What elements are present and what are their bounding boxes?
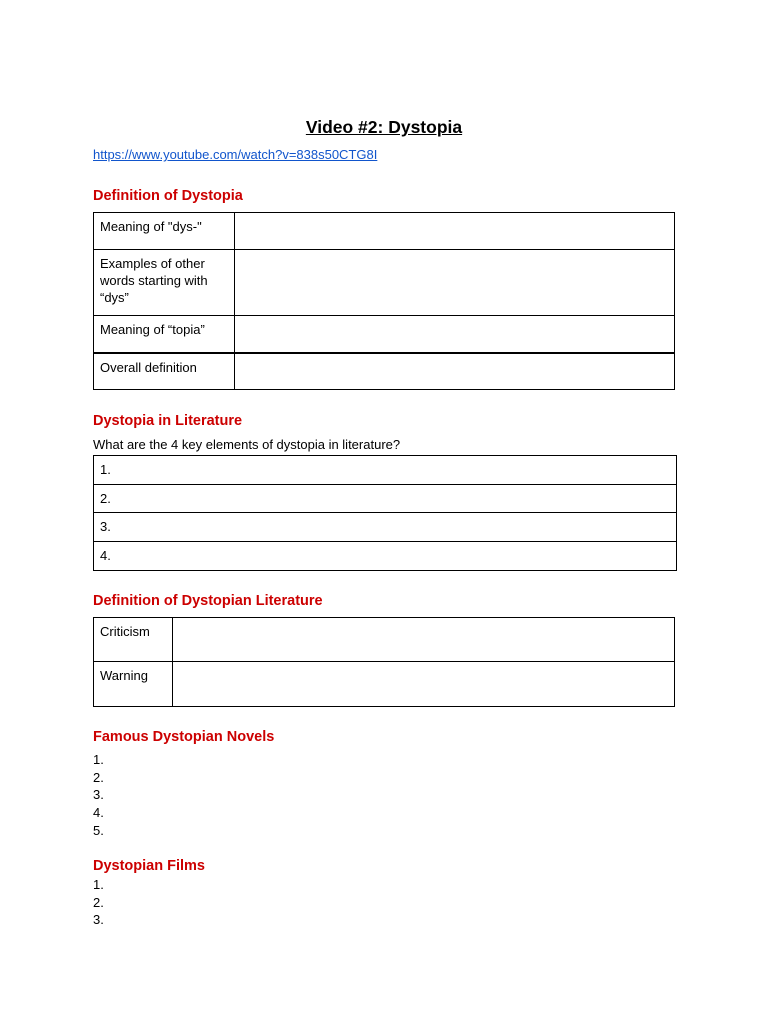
table-row [94, 250, 675, 316]
table-row [94, 353, 675, 390]
row-label: Meaning of “topia” [94, 316, 235, 353]
table-row [94, 316, 675, 353]
table-row [94, 485, 677, 513]
table-row [94, 662, 675, 707]
key-elements-table [93, 455, 677, 571]
list-item[interactable]: 4. [94, 542, 677, 571]
novels-list [93, 751, 104, 839]
row-label: Criticism [94, 618, 173, 662]
answer-cell[interactable] [235, 316, 675, 353]
answer-cell[interactable] [173, 662, 675, 707]
table-row [94, 542, 677, 571]
table-row [94, 456, 677, 485]
page-title: Video #2: Dystopia [305, 117, 463, 137]
definition-table [93, 212, 675, 390]
section-heading-dystopian-films: Dystopian Films [93, 858, 205, 874]
table-row [94, 618, 675, 662]
row-label: Warning [94, 662, 173, 707]
list-item: 2. [93, 894, 104, 910]
list-item: 4. [93, 805, 104, 821]
section-heading-definition-of-dystopia: Definition of Dystopia [93, 188, 243, 204]
question-text: What are the 4 key elements of dystopia in literature? [93, 437, 401, 452]
list-item[interactable]: 1. [94, 456, 677, 485]
answer-cell[interactable] [235, 250, 675, 316]
dystopian-literature-table [93, 617, 675, 707]
row-label: Overall definition [94, 353, 235, 390]
films-list [93, 876, 104, 929]
answer-cell[interactable] [173, 618, 675, 662]
answer-cell[interactable] [235, 353, 675, 390]
answer-cell[interactable] [235, 213, 675, 250]
list-item: 1. [93, 752, 104, 767]
list-item: 2. [93, 769, 104, 785]
section-heading-famous-dystopian-novels: Famous Dystopian Novels [93, 729, 275, 745]
list-item: 5. [93, 822, 104, 838]
row-label: Examples of other words starting with “dys” [94, 250, 235, 316]
list-item: 3. [93, 912, 104, 928]
video-link[interactable]: https://www.youtube.com/watch?v=838s50CTG8I [93, 147, 378, 162]
section-heading-dystopia-in-literature: Dystopia in Literature [93, 413, 243, 429]
section-heading-definition-of-dystopian-literature: Definition of Dystopian Literature [93, 593, 323, 609]
list-item[interactable]: 2. [94, 485, 677, 513]
list-item: 1. [93, 877, 104, 892]
list-item[interactable]: 3. [94, 513, 677, 542]
table-row [94, 213, 675, 250]
table-row [94, 513, 677, 542]
list-item: 3. [93, 787, 104, 803]
row-label: Meaning of "dys-" [94, 213, 235, 250]
